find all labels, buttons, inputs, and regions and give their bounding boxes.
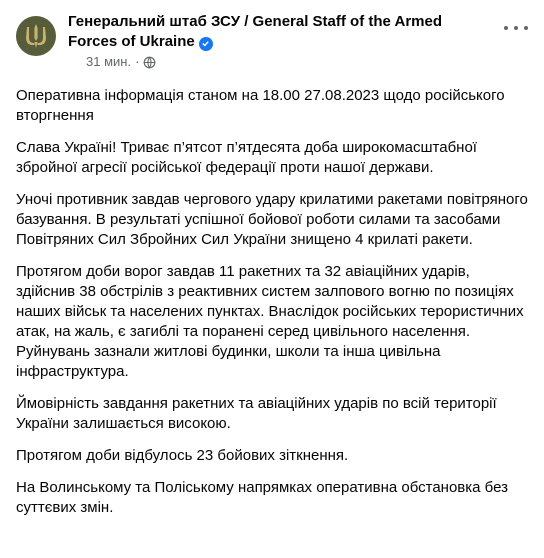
more-horizontal-icon[interactable] [504,20,528,36]
trident-emblem-icon [25,23,47,49]
post-paragraph: На Волинському та Поліському напрямках оперативна обстановка без суттєвих змін. [16,479,508,516]
meta-separator: · [135,54,140,69]
post-header [16,12,528,76]
post-paragraph-title: Оперативна інформація станом на 18.00 27.08.2023 щодо російського вторгнення [16,87,505,124]
globe-icon[interactable] [143,56,156,69]
post-paragraph: Ймовірність завдання ракетних та авіаційних ударів по всій території України залишається високою. [16,395,497,432]
page-name[interactable] [68,12,488,52]
post-paragraph: Протягом доби відбулось 23 бойових зіткнення. [16,447,349,464]
post-body [16,86,528,530]
post-paragraph: Слава Україні! Триває п’ятсот п’ятдесята доба широкомасштабної збройної агресії російської федерації проти нашої держави. [16,139,477,176]
verified-badge-icon [199,37,213,51]
page-name-text[interactable]: Генеральний штаб ЗСУ / General Staff of the Armed Forces of Ukraine [68,13,443,50]
post-paragraph: Протягом доби ворог завдав 11 ракетних та 32 авіаційних ударів, здійснив 38 обстрілів з реактивних систем залпового вогню по позиціях наших військ та населених пунктах. Внаслідок російських терористичних атак, на жаль, є загиблі та поранені серед цивільного населення. Руйнувань зазнали житлові будинки, школи та інша цивільна інфраструктура. [16,263,524,380]
page-avatar[interactable] [16,16,56,56]
post-timestamp[interactable]: 31 мин. [86,54,132,69]
post-meta [86,54,156,70]
post-paragraph: Уночі противник завдав чергового удару крилатими ракетами повітряного базування. В результаті успішної бойової роботи силами та засобами Повітряних Сил Збройних Сил України знищено 4 крилаті ракети. [16,191,528,248]
